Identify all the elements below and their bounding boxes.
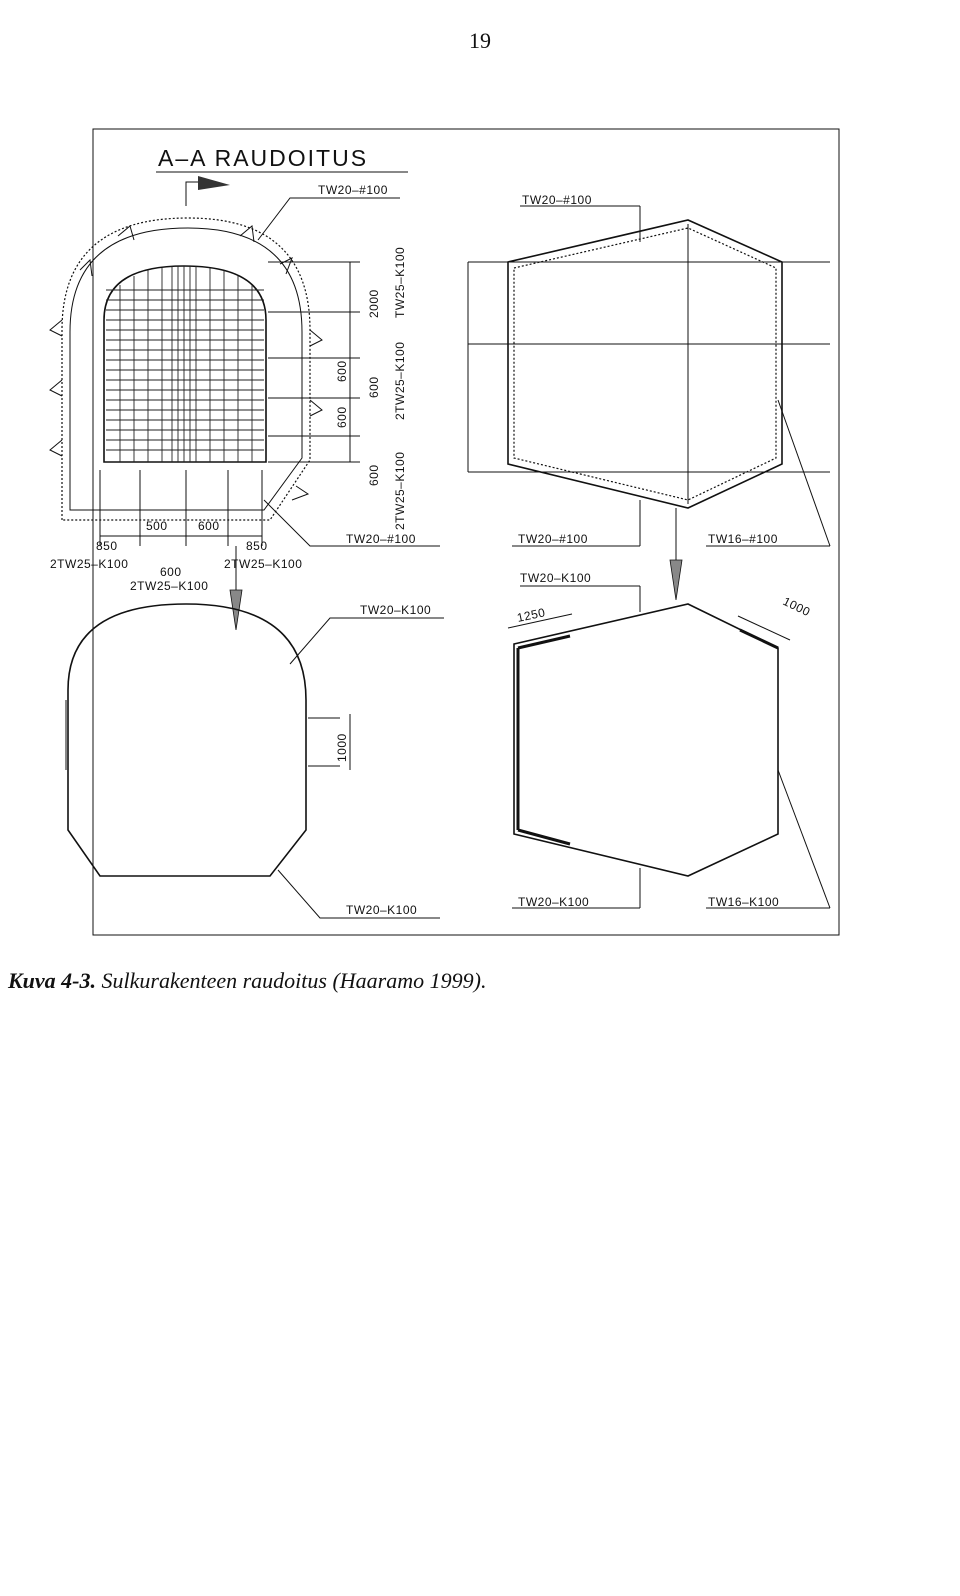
dim-600-d: 600 — [367, 464, 381, 486]
dim-2000: 2000 — [367, 289, 381, 318]
rebar-2tw25-k100-v2: 2TW25–K100 — [393, 451, 407, 530]
dim-600-b: 600 — [367, 376, 381, 398]
dim-850-left: 850 — [96, 539, 118, 553]
label-tw20-100-top-right: TW20–#100 — [522, 193, 592, 207]
label-tw16-k100-bottom: TW16–K100 — [708, 895, 780, 909]
label-2tw25-right: 2TW25–K100 — [224, 557, 303, 571]
label-tw20-100-mid-left: TW20–#100 — [346, 532, 416, 546]
label-2tw25-left: 2TW25–K100 — [50, 557, 129, 571]
dim-500: 500 — [146, 519, 168, 533]
figure-caption — [8, 968, 486, 994]
rebar-tw25-k100-a: TW25–K100 — [393, 246, 407, 318]
label-2tw25-mid: 2TW25–K100 — [130, 579, 209, 593]
outline-plan — [508, 586, 830, 908]
caption-text: Sulkurakenteen raudoitus (Haaramo 1999). — [101, 968, 487, 993]
page-number: 19 — [469, 28, 491, 53]
label-tw20-100-mid-right: TW20–#100 — [518, 532, 588, 546]
dim-600-bottom: 600 — [160, 565, 182, 579]
section-a-a — [50, 198, 440, 546]
label-tw20-k100-right: TW20–K100 — [520, 571, 592, 585]
dim-600-c: 600 — [335, 406, 349, 428]
label-tw20-k100-left: TW20–K100 — [360, 603, 432, 617]
label-tw16-100: TW16–#100 — [708, 532, 778, 546]
label-tw20-100-top-left: TW20–#100 — [318, 183, 388, 197]
dim-850-right: 850 — [246, 539, 268, 553]
dim-600-a: 600 — [335, 360, 349, 382]
drawing-title: A–A RAUDOITUS — [158, 145, 369, 171]
label-tw20-k100-bottom-mid: TW20–K100 — [518, 895, 590, 909]
dim-1000-right: 1000 — [780, 594, 813, 620]
label-tw20-k100-bottom-left: TW20–K100 — [346, 903, 418, 917]
rebar-2tw25-k100-v: 2TW25–K100 — [393, 341, 407, 420]
dim-1250: 1250 — [515, 605, 547, 625]
dim-1000-left: 1000 — [335, 733, 349, 762]
caption-label: Kuva 4-3. — [8, 968, 96, 993]
outline-section — [66, 604, 444, 918]
dim-600-e: 600 — [198, 519, 220, 533]
